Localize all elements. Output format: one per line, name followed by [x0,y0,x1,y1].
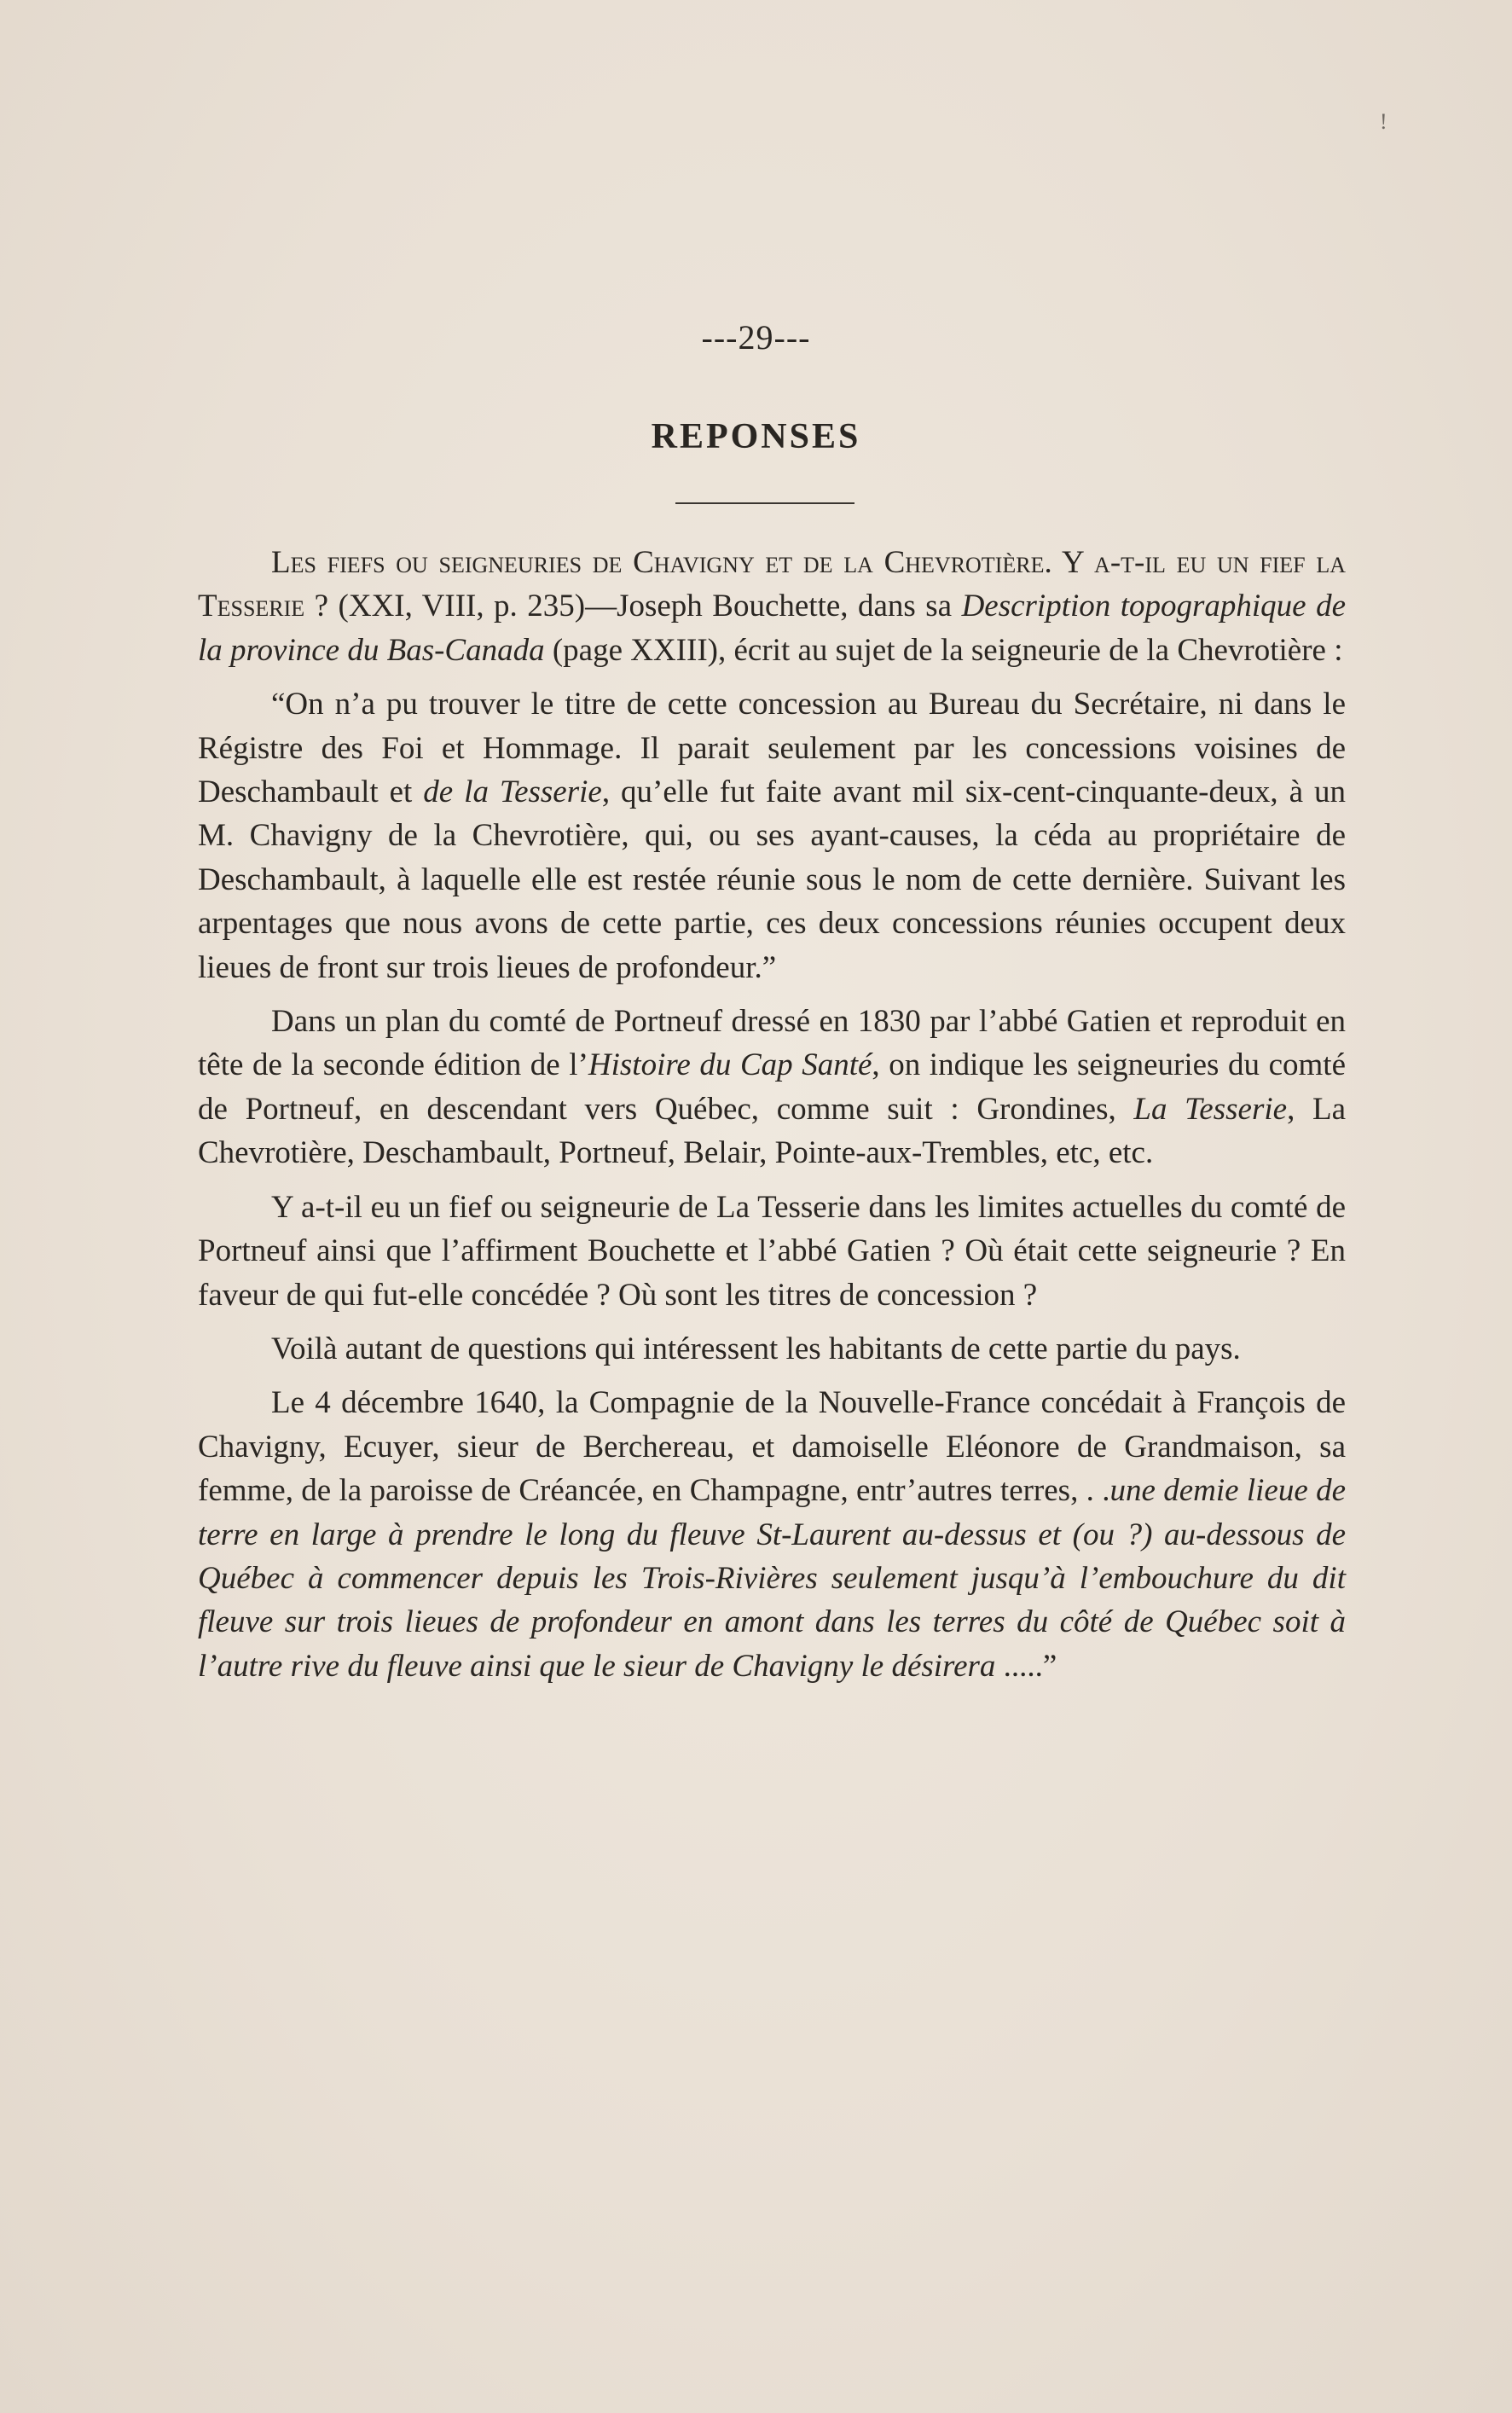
paragraph-4 [198,1186,1346,1317]
paragraph-2-italic: de la Tesserie [423,774,602,810]
paragraph-1-text-a: (XXI, VIII, p. 235)—Joseph Bouchette, dans sa [328,589,962,624]
title-rule [675,502,854,504]
paragraph-4-text: Y a-t-il eu un fief ou seigneurie de La Tesserie dans les limites actuelles du comté de Portneuf ainsi que l’affirment Bouchette et l’abbé Gatien ? Où était cette seigneurie ? En faveur de qui fut-elle concédée ? Où sont les titres de concession ? [198,1189,1346,1313]
page-number: ---29--- [701,318,811,357]
margin-mark: ! [1380,109,1387,134]
paragraph-3-italic: La Tesserie [1133,1091,1288,1127]
paragraph-6-text-b: .....” [995,1648,1057,1684]
paragraph-2 [198,682,1346,989]
paragraph-6 [198,1381,1346,1688]
paragraph-3-text-c: , La Chevrotière, Deschambault, Portneuf, Belair, Pointe-aux-Trembles, etc, etc. [198,1091,1346,1171]
paragraph-1 [198,541,1346,672]
body-text [198,541,1346,1698]
paragraph-3 [198,1000,1346,1175]
paragraph-3-text-a: Dans un plan du comté de Portneuf dressé en 1830 par l’abbé Gatien et reproduit en tête de la seconde édition de l’ [198,1004,1346,1083]
paragraph-3-text-b: , on indique les seigneuries du comté de Portneuf, en descendant vers Québec, comme suit : Grondines, [198,1047,1347,1127]
paragraph-2-text-b: , qu’elle fut faite avant mil six-cent-cinquante-deux, à un M. Chavigny de la Chevrotière, qui, ou ses ayant-causes, la céda au propriétaire de Deschambault, à laquelle elle est restée réunie sous le nom de cette dernière. Suivant les arpentages que nous avons de cette partie, ces deux concessions réunies occupent deux lieues de front sur trois lieues de profondeur.” [198,774,1346,985]
paragraph-5 [198,1327,1346,1371]
paragraph-5-text: Voilà autant de questions qui intéressent les habitants de cette partie du pays. [271,1331,1241,1366]
paragraph-1-text-b: (page XXIII), écrit au sujet de la seigneurie de la Chevrotière : [544,632,1343,668]
paragraph-3-italic-title: Histoire du Cap Santé [588,1047,872,1083]
paragraph-1-italic-title: Description topographique de la province du Bas-Canada [198,589,1346,668]
paragraph-6-text-a: Le 4 décembre 1640, la Compagnie de la Nouvelle-France concédait à François de Chavigny, Ecuyer, sieur de Berchereau, et damoiselle Eléonore de Grandmaison, sa femme, de la paroisse de Créancée, en Champagne, entr’autres terres, . . [198,1385,1346,1509]
section-title: REPONSES [651,417,861,456]
paragraph-6-italic-quote: une demie lieue de terre en large à prendre le long du fleuve St-Laurent au-dessus et (ou ?) au-dessous de Québec à commencer depuis les Trois-Rivières seulement jusqu’à l’embouchure du dit fleuve sur trois lieues de profondeur en amont dans les terres du côté de Québec soit à l’autre rive du fleuve ainsi que le sieur de Chavigny le désirera [198,1473,1347,1684]
paragraph-1-lead: Les fiefs ou seigneuries de Chavigny et de la Chevrotière. Y a-t-il eu un fief la Tesserie ? [198,545,1346,624]
paragraph-2-text-a: “On n’a pu trouver le titre de cette concession au Bureau du Secrétaire, ni dans le Régistre des Foi et Hommage. Il parait seulement par les concessions voisines de Deschambault et [198,687,1346,810]
